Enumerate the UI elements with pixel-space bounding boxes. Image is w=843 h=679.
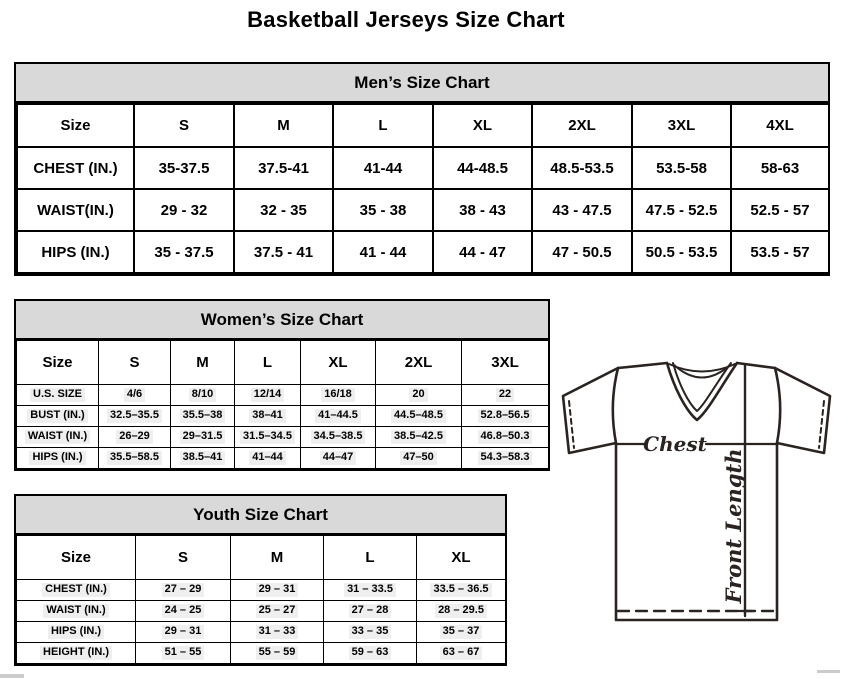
- value-cell: [235, 448, 301, 469]
- value-cell: [301, 448, 376, 469]
- row-label-text: CHEST (IN.): [42, 583, 110, 597]
- value-cell-text: 8/10: [189, 388, 216, 402]
- size-header-cell: S: [136, 536, 231, 580]
- size-header-cell: Size: [17, 341, 99, 385]
- row-label-text: WAIST (IN.): [43, 604, 108, 618]
- value-cell: 52.5 - 57: [731, 189, 829, 231]
- value-cell: [324, 601, 417, 622]
- table-row: [17, 448, 549, 469]
- value-cell-text: 35.5–38: [180, 409, 226, 423]
- value-cell: [417, 643, 506, 664]
- size-header-cell: XL: [301, 341, 376, 385]
- value-cell: [376, 427, 462, 448]
- mens-chart-title: Men’s Size Chart: [16, 64, 828, 103]
- size-header-cell: S: [99, 341, 171, 385]
- value-cell-text: 63 – 67: [440, 646, 483, 660]
- value-cell: [99, 406, 171, 427]
- value-cell-text: 34.5–38.5: [311, 430, 366, 444]
- value-cell: 44 - 47: [433, 231, 532, 273]
- size-header-row: [17, 104, 829, 147]
- table-row: [17, 427, 549, 448]
- row-label: CHEST (IN.): [17, 147, 134, 189]
- value-cell: [235, 406, 301, 427]
- row-label-text: HEIGHT (IN.): [40, 646, 112, 660]
- value-cell: [171, 406, 235, 427]
- value-cell: 53.5 - 57: [731, 231, 829, 273]
- value-cell: 53.5-58: [632, 147, 731, 189]
- size-header-row: [17, 341, 549, 385]
- size-header-cell: M: [231, 536, 324, 580]
- value-cell: [231, 601, 324, 622]
- womens-chart-title: Women’s Size Chart: [16, 301, 548, 340]
- value-cell-text: 41–44.5: [315, 409, 361, 423]
- value-cell: 37.5-41: [234, 147, 333, 189]
- value-cell-text: 59 – 63: [349, 646, 392, 660]
- value-cell: 47 - 50.5: [532, 231, 632, 273]
- value-cell-text: 33.5 – 36.5: [430, 583, 491, 597]
- row-label-text: HIPS (IN.): [29, 451, 85, 465]
- value-cell: 38 - 43: [433, 189, 532, 231]
- mens-size-chart: [14, 62, 830, 276]
- value-cell-text: 35 – 37: [440, 625, 483, 639]
- youth-chart-title: Youth Size Chart: [16, 496, 505, 535]
- value-cell-text: 35.5–58.5: [107, 451, 162, 465]
- value-cell-text: 20: [409, 388, 427, 402]
- value-cell-text: 28 – 29.5: [435, 604, 487, 618]
- row-label-text: U.S. SIZE: [30, 388, 85, 402]
- size-header-cell: 3XL: [632, 104, 731, 147]
- value-cell-text: 12/14: [251, 388, 285, 402]
- size-header-cell: Size: [17, 536, 136, 580]
- value-cell-text: 29–31.5: [180, 430, 226, 444]
- value-cell: [301, 385, 376, 406]
- value-cell: [136, 580, 231, 601]
- youth-size-table: [16, 535, 506, 664]
- value-cell-text: 55 – 59: [256, 646, 299, 660]
- value-cell: [171, 385, 235, 406]
- size-header-row: [17, 536, 506, 580]
- value-cell-text: 29 – 31: [256, 583, 299, 597]
- value-cell: 58-63: [731, 147, 829, 189]
- value-cell-text: 33 – 35: [349, 625, 392, 639]
- value-cell-text: 26–29: [116, 430, 153, 444]
- row-label: WAIST(IN.): [17, 189, 134, 231]
- value-cell: 47.5 - 52.5: [632, 189, 731, 231]
- value-cell-text: 31 – 33.5: [344, 583, 396, 597]
- value-cell: [301, 427, 376, 448]
- value-cell: [171, 427, 235, 448]
- value-cell: [376, 406, 462, 427]
- cropped-fragment-left: [0, 674, 24, 678]
- value-cell-text: 38.5–42.5: [391, 430, 446, 444]
- row-label: [17, 580, 136, 601]
- size-header-cell: L: [235, 341, 301, 385]
- value-cell: [462, 427, 549, 448]
- value-cell: [99, 385, 171, 406]
- size-header-cell: 2XL: [376, 341, 462, 385]
- value-cell: [231, 580, 324, 601]
- value-cell-text: 46.8–50.3: [478, 430, 533, 444]
- value-cell: 37.5 - 41: [234, 231, 333, 273]
- value-cell: [462, 385, 549, 406]
- value-cell-text: 51 – 55: [162, 646, 205, 660]
- table-row: [17, 147, 829, 189]
- value-cell: [99, 427, 171, 448]
- value-cell: [376, 385, 462, 406]
- table-row: [17, 643, 506, 664]
- value-cell: 43 - 47.5: [532, 189, 632, 231]
- value-cell: 29 - 32: [134, 189, 234, 231]
- size-header-cell: 2XL: [532, 104, 632, 147]
- value-cell-text: 44–47: [320, 451, 357, 465]
- value-cell: [324, 643, 417, 664]
- value-cell: 35-37.5: [134, 147, 234, 189]
- value-cell: [231, 622, 324, 643]
- value-cell: [171, 448, 235, 469]
- chest-label: Chest: [643, 432, 707, 456]
- row-label: [17, 643, 136, 664]
- row-label: [17, 448, 99, 469]
- size-header-cell: M: [234, 104, 333, 147]
- table-row: [17, 580, 506, 601]
- value-cell: [417, 580, 506, 601]
- jersey-measurement-diagram: [555, 354, 840, 628]
- value-cell-text: 25 – 27: [256, 604, 299, 618]
- value-cell: 35 - 37.5: [134, 231, 234, 273]
- youth-size-chart: [14, 494, 507, 666]
- value-cell: [462, 448, 549, 469]
- value-cell: [136, 601, 231, 622]
- size-header-cell: M: [171, 341, 235, 385]
- row-label: [17, 601, 136, 622]
- value-cell-text: 31.5–34.5: [240, 430, 295, 444]
- value-cell-text: 47–50: [400, 451, 437, 465]
- value-cell-text: 41–44: [249, 451, 286, 465]
- value-cell: [417, 601, 506, 622]
- size-header-cell: XL: [433, 104, 532, 147]
- size-header-cell: Size: [17, 104, 134, 147]
- size-header-cell: 3XL: [462, 341, 549, 385]
- value-cell: [99, 448, 171, 469]
- mens-size-table: [16, 103, 830, 274]
- value-cell: 44-48.5: [433, 147, 532, 189]
- value-cell: 35 - 38: [333, 189, 433, 231]
- value-cell-text: 29 – 31: [162, 625, 205, 639]
- front-length-label: Front Length: [721, 448, 746, 604]
- table-row: [17, 231, 829, 273]
- jersey-icon: [555, 354, 840, 628]
- row-label-text: WAIST (IN.): [25, 430, 90, 444]
- womens-size-chart: [14, 299, 550, 471]
- value-cell: 48.5-53.5: [532, 147, 632, 189]
- value-cell-text: 54.3–58.3: [478, 451, 533, 465]
- row-label: [17, 406, 99, 427]
- table-row: [17, 189, 829, 231]
- table-row: [17, 385, 549, 406]
- row-label: [17, 385, 99, 406]
- value-cell-text: 27 – 28: [349, 604, 392, 618]
- value-cell-text: 24 – 25: [162, 604, 205, 618]
- size-header-cell: L: [333, 104, 433, 147]
- size-header-cell: 4XL: [731, 104, 829, 147]
- value-cell: [136, 643, 231, 664]
- value-cell: [376, 448, 462, 469]
- size-header-cell: XL: [417, 536, 506, 580]
- table-row: [17, 622, 506, 643]
- value-cell: 50.5 - 53.5: [632, 231, 731, 273]
- value-cell: [417, 622, 506, 643]
- value-cell-text: 44.5–48.5: [391, 409, 446, 423]
- value-cell: [324, 622, 417, 643]
- cropped-fragment-right: [817, 670, 840, 673]
- size-header-cell: L: [324, 536, 417, 580]
- value-cell: [235, 427, 301, 448]
- value-cell-text: 16/18: [321, 388, 355, 402]
- value-cell: 41 - 44: [333, 231, 433, 273]
- value-cell: [136, 622, 231, 643]
- value-cell-text: 52.8–56.5: [478, 409, 533, 423]
- value-cell: [231, 643, 324, 664]
- row-label: [17, 622, 136, 643]
- value-cell-text: 22: [496, 388, 514, 402]
- value-cell-text: 32.5–35.5: [107, 409, 162, 423]
- table-row: [17, 601, 506, 622]
- row-label: HIPS (IN.): [17, 231, 134, 273]
- page-title: Basketball Jerseys Size Chart: [247, 7, 565, 32]
- value-cell-text: 31 – 33: [256, 625, 299, 639]
- value-cell-text: 38.5–41: [180, 451, 226, 465]
- value-cell-text: 27 – 29: [162, 583, 205, 597]
- value-cell: 41-44: [333, 147, 433, 189]
- row-label: [17, 427, 99, 448]
- value-cell: 32 - 35: [234, 189, 333, 231]
- value-cell: [235, 385, 301, 406]
- row-label-text: HIPS (IN.): [48, 625, 104, 639]
- value-cell: [324, 580, 417, 601]
- row-label-text: BUST (IN.): [27, 409, 87, 423]
- table-row: [17, 406, 549, 427]
- womens-size-table: [16, 340, 549, 469]
- value-cell-text: 38–41: [249, 409, 286, 423]
- value-cell: [462, 406, 549, 427]
- size-header-cell: S: [134, 104, 234, 147]
- value-cell: [301, 406, 376, 427]
- value-cell-text: 4/6: [124, 388, 145, 402]
